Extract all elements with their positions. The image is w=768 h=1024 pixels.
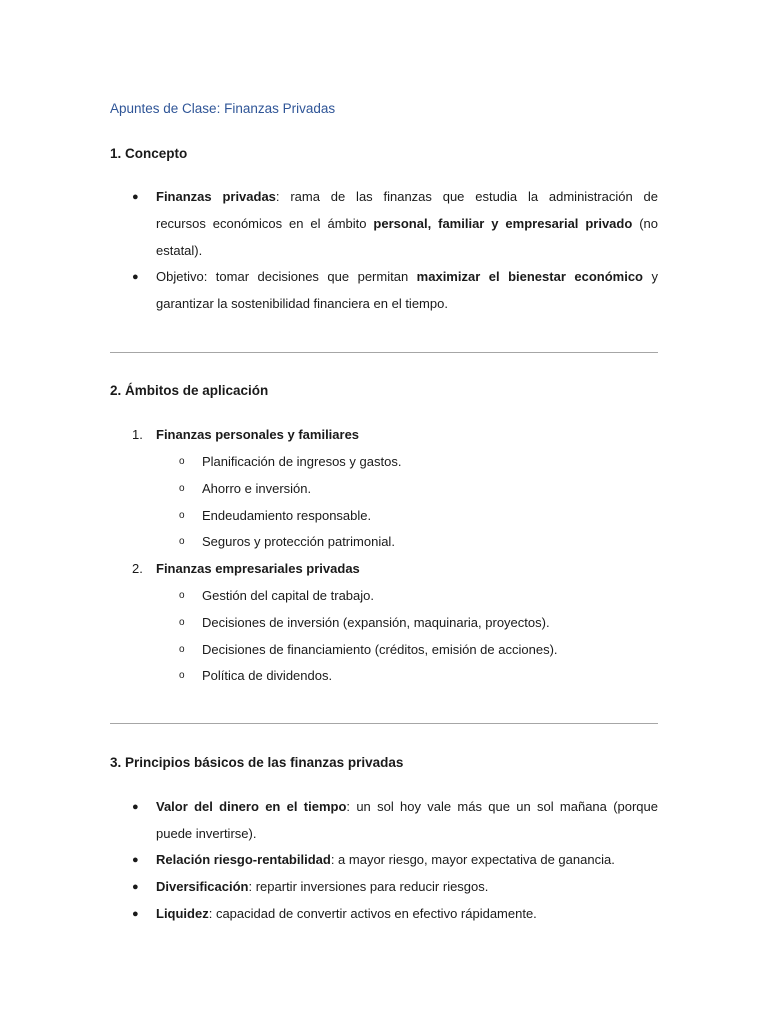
circle-bullet-icon: o xyxy=(179,510,185,521)
sub-item: Decisiones de financiamiento (créditos, emisión de acciones). xyxy=(202,642,558,657)
list-item-line xyxy=(156,269,658,284)
circle-bullet-icon: o xyxy=(179,536,185,547)
bullet-icon: ● xyxy=(132,271,139,283)
list-item-line xyxy=(156,189,658,204)
bold-term: Valor del dinero en el tiempo xyxy=(156,799,347,814)
list-item-line xyxy=(156,906,658,921)
text-run: (no xyxy=(632,216,659,231)
sub-item: Política de dividendos. xyxy=(202,668,333,683)
bold-term: personal, familiar y empresarial privado xyxy=(373,216,633,231)
bullet-icon: ● xyxy=(132,801,139,813)
bold-term: Liquidez xyxy=(156,906,209,921)
list-number: 2. xyxy=(132,561,143,576)
bold-term: Diversificación xyxy=(156,879,249,894)
text-run: : capacidad de convertir activos en efectivo rápidamente. xyxy=(208,906,537,921)
list-item-line: estatal). xyxy=(156,243,203,258)
section-divider xyxy=(110,723,658,724)
list-number: 1. xyxy=(132,427,143,442)
bullet-icon: ● xyxy=(132,854,139,866)
bold-term: Relación riesgo-rentabilidad xyxy=(156,852,331,867)
sub-item: Ahorro e inversión. xyxy=(202,481,312,496)
circle-bullet-icon: o xyxy=(179,590,185,601)
text-run: : un sol hoy vale más que un sol mañana (porque xyxy=(346,799,658,814)
numbered-item-title: Finanzas personales y familiares xyxy=(156,427,360,442)
sub-item: Endeudamiento responsable. xyxy=(202,508,372,523)
list-item-line xyxy=(156,879,658,894)
sub-item: Gestión del capital de trabajo. xyxy=(202,588,374,603)
section-1-heading: 1. Concepto xyxy=(110,146,188,161)
list-item-line xyxy=(156,799,658,814)
list-item-line: garantizar la sostenibilidad financiera en el tiempo. xyxy=(156,296,448,311)
document-title: Apuntes de Clase: Finanzas Privadas xyxy=(110,101,336,116)
circle-bullet-icon: o xyxy=(179,456,185,467)
bullet-icon: ● xyxy=(132,908,139,920)
bullet-icon: ● xyxy=(132,191,139,203)
bold-term: Finanzas privadas xyxy=(156,189,276,204)
sub-item: Planificación de ingresos y gastos. xyxy=(202,454,402,469)
text-run: : rama de las finanzas que estudia la administración de xyxy=(275,189,658,204)
text-run: recursos económicos en el ámbito xyxy=(156,216,374,231)
section-divider xyxy=(110,352,658,353)
circle-bullet-icon: o xyxy=(179,670,185,681)
sub-item: Seguros y protección patrimonial. xyxy=(202,534,395,549)
numbered-item-title: Finanzas empresariales privadas xyxy=(156,561,360,576)
text-run: : repartir inversiones para reducir riesgos. xyxy=(248,879,489,894)
circle-bullet-icon: o xyxy=(179,483,185,494)
text-run: y xyxy=(643,269,658,284)
list-item-line: puede invertirse). xyxy=(156,826,257,841)
section-3-heading: 3. Principios básicos de las finanzas privadas xyxy=(110,755,404,770)
bullet-icon: ● xyxy=(132,881,139,893)
sub-item: Decisiones de inversión (expansión, maquinaria, proyectos). xyxy=(202,615,550,630)
circle-bullet-icon: o xyxy=(179,644,185,655)
section-2-heading: 2. Ámbitos de aplicación xyxy=(110,383,269,398)
circle-bullet-icon: o xyxy=(179,617,185,628)
list-item-line xyxy=(156,852,658,867)
text-run: : a mayor riesgo, mayor expectativa de ganancia. xyxy=(330,852,615,867)
list-item-line xyxy=(156,216,658,231)
text-run: Objetivo: tomar decisiones que permitan xyxy=(156,269,417,284)
document-page xyxy=(110,0,658,1024)
bold-term: maximizar el bienestar económico xyxy=(416,269,643,284)
